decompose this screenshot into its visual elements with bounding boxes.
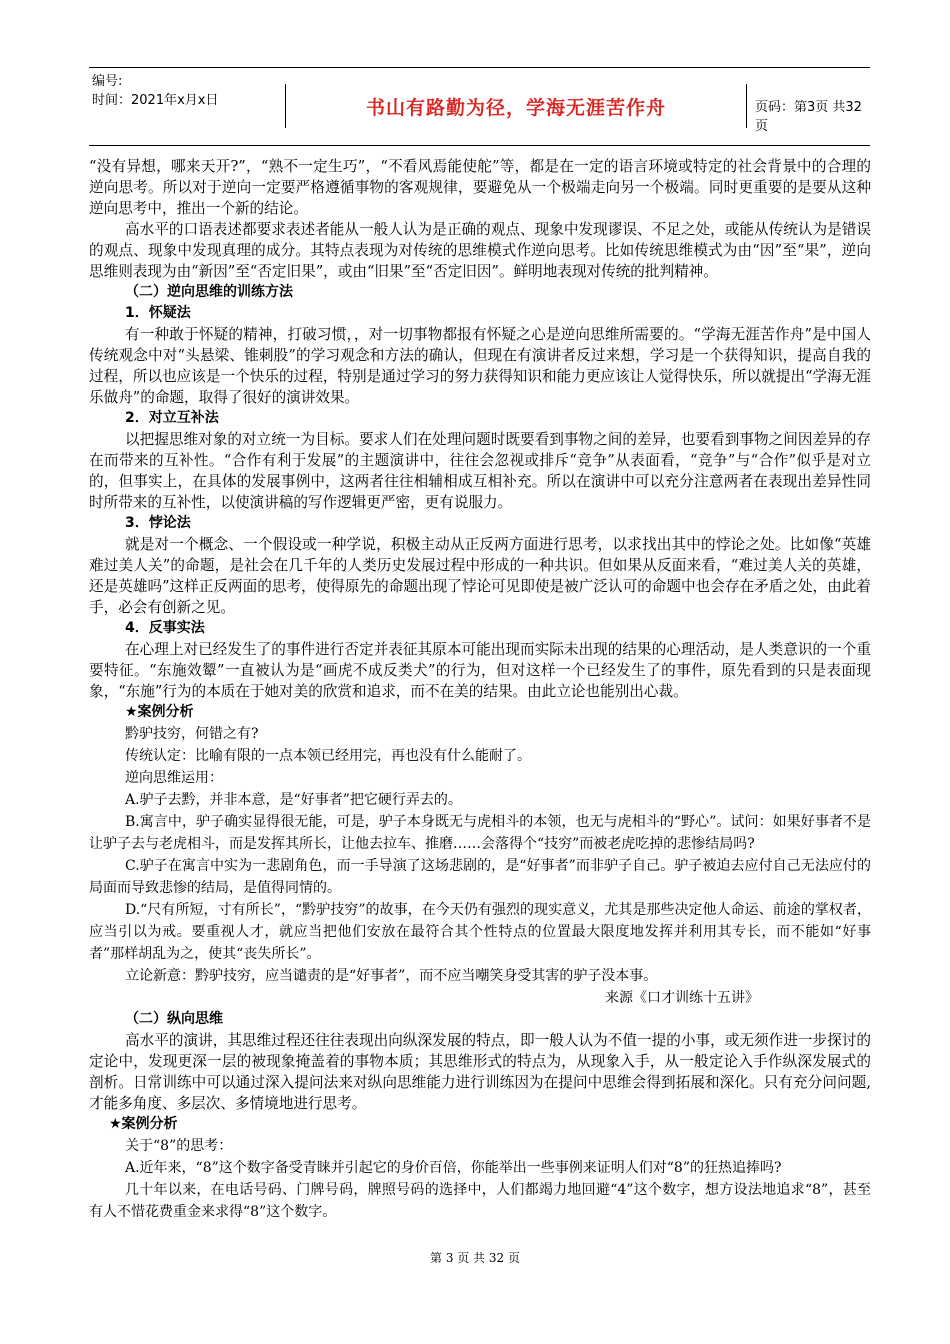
case-line: 黔驴技穷，何错之有? bbox=[125, 726, 259, 742]
document-body bbox=[89, 156, 871, 1223]
case-source: 来源《口才训练十五讲》 bbox=[605, 990, 759, 1006]
method-text: 有一种敢于怀疑的精神，打破习惯，，对一切事物都报有怀疑之心是逆向思维所需要的。“学海无涯苦作舟”是中国人传统观念中对“头悬梁、锥刺股”的学习观念和方法的确认，但现在有演讲者反过来想，学习是一个获得知识，提高自我的过程，所以也应该是一个快乐的过程，特别是通过学习的努力获得知识和能力更应该让人觉得快乐，所以就提出“学海无涯乐做舟”的命题，取得了很好的演讲效果。 bbox=[89, 326, 871, 406]
doc-number: 编号: bbox=[92, 74, 123, 89]
method-heading: 3．悖论法 bbox=[125, 515, 191, 531]
method-heading: 4．反事实法 bbox=[125, 620, 205, 636]
case-heading: ★案例分析 bbox=[125, 704, 194, 720]
case-line: B.寓言中，驴子确实显得很无能，可是，驴子本身既无与虎相斗的本领，也无与虎相斗的“野心”。试问：如果好事者不是让驴子去与老虎相斗，而是发挥其所长，让他去拉车、推磨……会落得个“技穷”而被老虎吃掉的悲惨结局吗? bbox=[89, 814, 871, 852]
doc-time: 时间：2021年x月x日 bbox=[92, 93, 219, 108]
section-heading: （二）逆向思维的训练方法 bbox=[125, 284, 293, 300]
method-text: 以把握思维对象的对立统一为目标。要求人们在处理问题时既要看到事物之间的差异，也要看到事物之间因差异的存在而带来的互补性。“合作有利于发展”的主题演讲中，往往会忽视或排斥“竞争”从表面看，“竞争”与“合作”似乎是对立的，但事实上，在具体的发展事例中，这两者往往相辅相成互相补充。所以在演讲中可以充分注意两者在表现出差异性同时所带来的互补性，以使演讲稿的写作逻辑更严密，更有说服力。 bbox=[89, 431, 871, 511]
paragraph: “没有异想，哪来天开?”，“熟不一定生巧”，“不看风焉能使舵”等，都是在一定的语言环境或特定的社会背景中的合理的逆向思考。所以对于逆向一定要严格遵循事物的客观规律，要避免从一个极端走向另一个极端。同时更重要的是要从这种逆向思考中，推出一个新的结论。 bbox=[89, 158, 871, 217]
case-line: 几十年以来，在电话号码、门牌号码，牌照号码的选择中，人们都竭力地回避“4”这个数字，想方设法地追求“8”，甚至有人不惜花费重金来求得“8”这个数字。 bbox=[89, 1182, 871, 1220]
case-line: 逆向思维运用： bbox=[125, 770, 223, 786]
header-motto: 书山有路勤为径，学海无涯苦作舟 bbox=[365, 96, 666, 119]
paragraph: 高水平的演讲，其思维过程还往往表现出向纵深发展的特点，即一般人认为不值一提的小事，或无须作进一步探讨的定论中，发现更深一层的被现象掩盖着的事物本质；其思维形式的特点为，从现象入手，从一般定论入手作纵深发展式的剖析。日常训练中可以通过深入提问法来对纵向思维能力进行训练因为在提问中思维会得到拓展和深化。只有充分问问题,才能多角度、多层次、多情境地进行思考。 bbox=[89, 1032, 871, 1112]
case-line: C.驴子在寓言中实为一悲剧角色，而一手导演了这场悲剧的，是“好事者”而非驴子自己。驴子被迫去应付自己无法应付的局面而导致悲惨的结局，是值得同情的。 bbox=[89, 858, 871, 896]
method-heading: 2．对立互补法 bbox=[125, 410, 219, 426]
case-line: D.“尺有所短，寸有所长”，“黔驴技穷”的故事，在今天仍有强烈的现实意义，尤其是那些决定他人命运、前途的掌权者，应当引以为戒。要重视人才，就应当把他们安放在最符合其个性特点的位置最大限度地发挥并利用其专长，而不能如“好事者”那样胡乱为之，使其“丧失所长”。 bbox=[89, 902, 871, 962]
case-line: 立论新意：黔驴技穷，应当谴责的是“好事者”，而不应当嘲笑身受其害的驴子没本事。 bbox=[125, 968, 658, 984]
page-footer bbox=[0, 1249, 950, 1266]
case-line: A.近年来，“8”这个数字备受青睐并引起它的身价百倍，你能举出一些事例来证明人们对“8”的狂热追捧吗? bbox=[125, 1160, 782, 1176]
method-text: 就是对一个概念、一个假设或一种学说，积极主动从正反两方面进行思考，以求找出其中的悖论之处。比如像“英雄难过美人关”的命题，是社会在几千年的人类历史发展过程中形成的一种共识。但如果从反面来看，“难过美人关的英雄，还是英雄吗”这样正反两面的思考，使得原先的命题出现了悖论可见即使是被广泛认可的命题中也会存在矛盾之处，由此着手，必会有创新之见。 bbox=[89, 536, 871, 616]
paragraph: 高水平的口语表述都要求表述者能从一般人认为是正确的观点、现象中发现谬误、不足之处，或能从传统认为是错误的观点、现象中发现真理的成分。其特点表现为对传统的思维模式作逆向思考。比如传统思维模式为由“因”至“果”，逆向思维则表现为由“新因”至“否定旧果”，或由“旧果”至“否定旧因”。鲜明地表现对传统的批判精神。 bbox=[89, 221, 871, 280]
header-meta bbox=[89, 68, 285, 145]
method-text: 在心理上对已经发生了的事件进行否定并表征其原本可能出现而实际未出现的结果的心理活动，是人类意识的一个重要特征。“东施效颦”一直被认为是“画虎不成反类犬”的行为，但对这样一个已经发生了的事件，原先看到的只是表面现象，“东施”行为的本质在于她对美的欣赏和追求，而不在美的结果。由此立论也能别出心裁。 bbox=[89, 641, 871, 700]
case-line: A.驴子去黔，并非本意，是“好事者”把它硬行弄去的。 bbox=[125, 792, 462, 808]
header-page-number: 页码：第3页 共32页 bbox=[755, 100, 862, 134]
page-header bbox=[89, 67, 870, 146]
case-line: 传统认定：比喻有限的一点本领已经用完，再也没有什么能耐了。 bbox=[125, 748, 531, 764]
case-heading: ★案例分析 bbox=[109, 1116, 178, 1132]
footer-page-number: 第 3 页 共 32 页 bbox=[430, 1251, 520, 1265]
case-line: 关于“8”的思考： bbox=[125, 1138, 233, 1154]
method-heading: 1．怀疑法 bbox=[125, 305, 191, 321]
header-motto-cell bbox=[285, 84, 747, 128]
section-heading: （二）纵向思维 bbox=[125, 1011, 223, 1027]
